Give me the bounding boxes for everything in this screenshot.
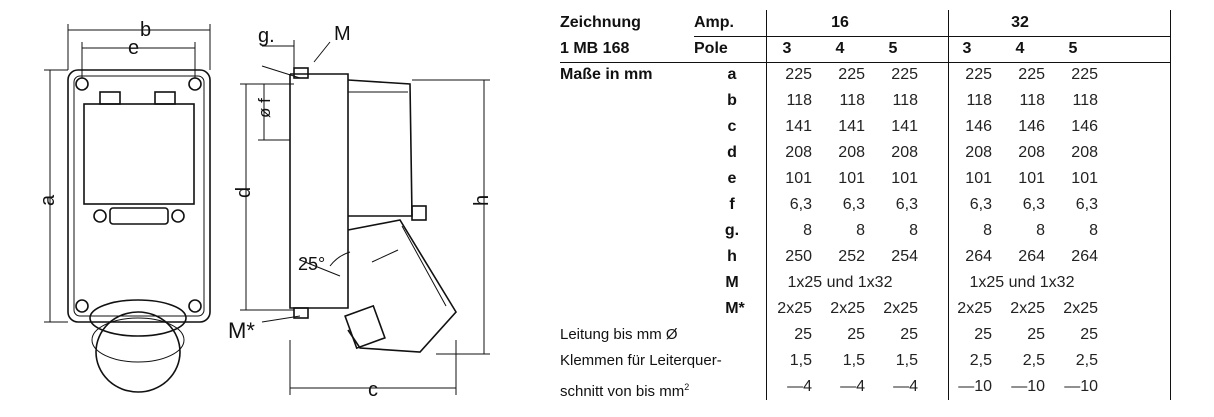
masse-label: Maße in mm [560,66,653,83]
table-cell: 146 [1071,118,1098,135]
dim-label-m: M [334,23,351,45]
table-cell: 225 [1071,66,1098,83]
table-cell: 252 [838,248,865,265]
header-amp: Amp. [694,14,734,31]
table-cell: 8 [856,222,865,239]
table-cell: 118 [839,92,865,109]
table-cell: —4 [787,378,812,395]
front-latch-left [94,210,106,222]
table-cell: 264 [965,248,992,265]
front-screw-tr [189,78,201,90]
table-cell: 118 [966,92,992,109]
table-cell-span: 1x25 und 1x32 [787,274,893,291]
table-row [560,192,1172,218]
table-cell: 8 [803,222,812,239]
table-vline [948,10,949,400]
row-key: e [727,170,737,187]
table-cell: 2,5 [969,352,992,369]
row-key: M [725,274,739,291]
row-key: f [729,196,735,213]
table-cell: 25 [1080,326,1098,343]
table-cell: 2x25 [1010,300,1045,317]
table-cell: 2,5 [1022,352,1045,369]
table-row-leitung [560,322,1172,348]
klemmen-label: Klemmen für Leiterquer- [560,352,722,369]
header-pole-count: 4 [1015,40,1025,57]
table-cell: 25 [794,326,812,343]
table-hline [694,36,1170,37]
table-cell: 1,5 [895,352,918,369]
table-cell: 6,3 [1075,196,1098,213]
table-cell: 101 [785,170,812,187]
table-row [560,62,1172,88]
row-key: h [727,248,737,265]
row-key: M* [725,300,745,317]
front-socket-rim [92,318,184,362]
table-cell: 8 [1089,222,1098,239]
front-hinge-right [155,92,175,104]
side-socket-flap [345,306,385,348]
side-cover-clip [412,206,426,220]
header-model: 1 MB 168 [560,40,630,57]
dim-label-g: g. [258,25,275,47]
table-cell: 208 [891,144,918,161]
table-cell: 8 [983,222,992,239]
table-cell: 8 [909,222,918,239]
front-socket-cap [96,312,180,392]
table-cell: 118 [786,92,812,109]
table-row-klemmen-1 [560,348,1172,374]
front-hinge-left [100,92,120,104]
table-cell: 2x25 [957,300,992,317]
front-latch [110,208,168,224]
table-cell: 146 [965,118,992,135]
table-cell: 1,5 [789,352,812,369]
table-cell: 225 [838,66,865,83]
table-cell: 118 [1072,92,1098,109]
table-cell: 141 [891,118,918,135]
table-cell: 208 [785,144,812,161]
row-key: a [727,66,737,83]
row-key: g. [724,222,740,239]
table-cell: 225 [785,66,812,83]
table-row [560,114,1172,140]
table-header-row-2 [560,36,1172,62]
table-cell: 6,3 [895,196,918,213]
dim-label-d: d [233,186,255,198]
table-cell: —10 [958,378,992,395]
dim-label-angle: 25° [298,254,326,274]
header-zeichnung: Zeichnung [560,14,641,31]
table-cell: 118 [1019,92,1045,109]
table-cell: 2x25 [1063,300,1098,317]
table-row-klemmen-2 [560,374,1172,400]
side-cover [348,80,412,216]
table-cell: 146 [1018,118,1045,135]
klemmen-label-text: schnitt von bis mm [560,383,685,400]
row-key: c [727,118,737,135]
header-pole-count: 5 [888,40,898,57]
klemmen-label-sup: 2 [684,382,690,392]
table-cell: 1,5 [842,352,865,369]
header-pole-count: 5 [1068,40,1078,57]
table-cell: 2x25 [830,300,865,317]
table-row [560,88,1172,114]
front-screw-bl [76,300,88,312]
header-pole: Pole [694,40,728,57]
header-pole-count: 3 [962,40,972,57]
table-cell: 101 [1071,170,1098,187]
front-screw-tl [76,78,88,90]
table-cell: 101 [965,170,992,187]
table-cell: 225 [1018,66,1045,83]
table-cell: 208 [1071,144,1098,161]
technical-drawing [0,0,540,417]
table-row [560,140,1172,166]
table-vline [766,10,767,400]
table-cell: 208 [1018,144,1045,161]
dim-label-e: e [128,37,140,59]
table-cell: —10 [1011,378,1045,395]
dim-label-a: a [37,194,59,206]
table-cell: 6,3 [969,196,992,213]
table-cell: 118 [892,92,918,109]
table-cell: 101 [891,170,918,187]
table-cell: 6,3 [1022,196,1045,213]
table-cell: 25 [847,326,865,343]
table-cell: 225 [891,66,918,83]
table-cell: 250 [785,248,812,265]
table-header-row-1 [560,10,1172,36]
table-cell: 141 [838,118,865,135]
table-row [560,166,1172,192]
front-latch-right [172,210,184,222]
table-cell: 101 [1018,170,1045,187]
table-cell: 225 [965,66,992,83]
table-row [560,244,1172,270]
table-cell: —4 [893,378,918,395]
table-cell: 264 [1071,248,1098,265]
header-amp-16: 16 [831,14,849,31]
table-cell-span: 1x25 und 1x32 [969,274,1075,291]
table-vline [1170,10,1171,400]
table-row-m [560,270,1172,296]
side-socket [348,220,456,352]
table-cell: 254 [891,248,918,265]
table-cell: 101 [838,170,865,187]
header-pole-count: 4 [835,40,845,57]
table-cell: 208 [838,144,865,161]
klemmen-label-2 [560,374,689,400]
table-cell: 25 [974,326,992,343]
table-cell: 6,3 [842,196,865,213]
leitung-label: Leitung bis mm Ø [560,326,678,343]
table-cell: 208 [965,144,992,161]
front-screw-br [189,300,201,312]
dim-label-b: b [140,19,152,41]
table-cell: —10 [1064,378,1098,395]
table-cell: 2x25 [883,300,918,317]
front-housing-inner [74,76,204,316]
front-housing [68,70,210,322]
table-cell: 141 [785,118,812,135]
table-cell: 25 [1027,326,1045,343]
table-cell: 264 [1018,248,1045,265]
table-row [560,218,1172,244]
dim-label-c: c [368,379,378,401]
dim-label-h: h [471,194,493,206]
table-row-mstar [560,296,1172,322]
front-cover [84,104,194,204]
dim-label-f: ø f [255,98,274,118]
table-cell: 6,3 [789,196,812,213]
header-pole-count: 3 [782,40,792,57]
table-cell: 8 [1036,222,1045,239]
table-hline [560,62,1170,63]
table-cell: 25 [900,326,918,343]
dim-label-mstar: M* [228,318,255,343]
table-cell: 2x25 [777,300,812,317]
row-key: b [727,92,737,109]
table-cell: 2,5 [1075,352,1098,369]
table-cell: —4 [840,378,865,395]
header-amp-32: 32 [1011,14,1029,31]
row-key: d [727,144,737,161]
